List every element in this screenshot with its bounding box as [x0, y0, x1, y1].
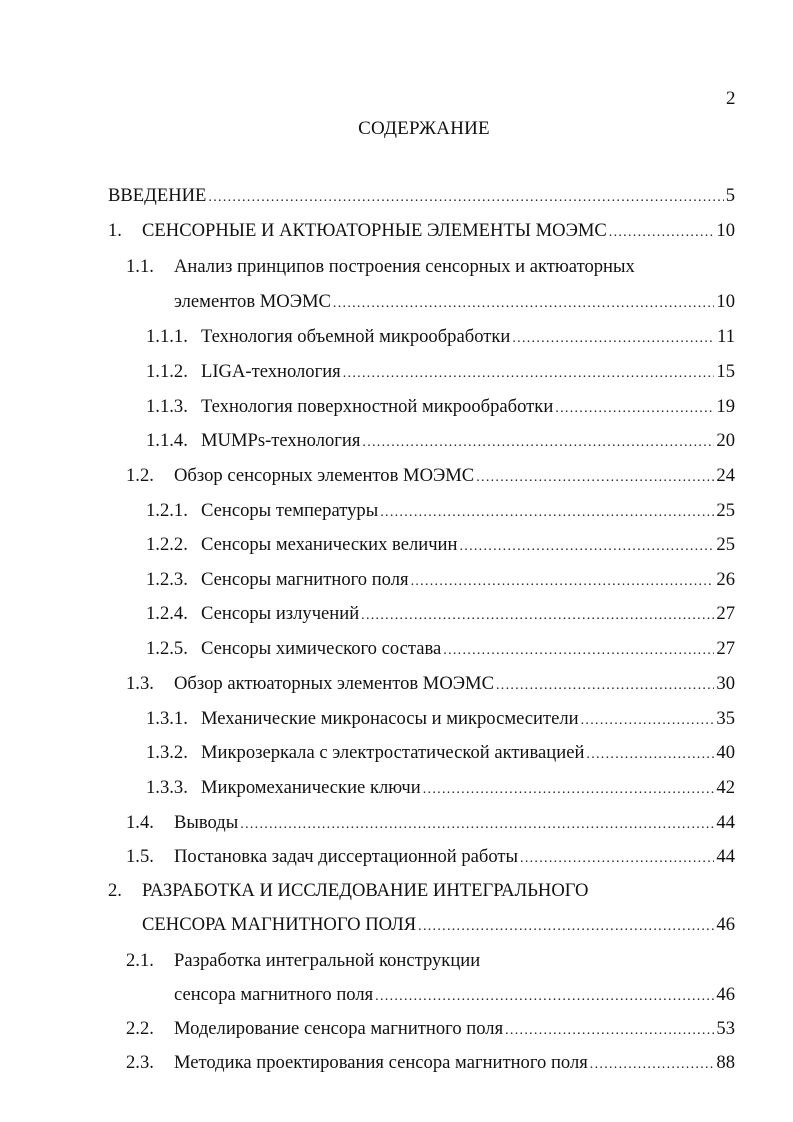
toc-entry-number: 2.	[108, 880, 122, 901]
toc-entry-number: 1.2.5.	[146, 638, 188, 659]
toc-entry-title: Микрозеркала с электростатической активацией	[201, 742, 585, 763]
dot-leader	[418, 916, 714, 938]
toc-entry-page: 11	[717, 326, 735, 347]
toc-entry-number: 1.1.2.	[146, 361, 188, 382]
toc-entry-chapter-2-continued	[142, 914, 735, 938]
toc-entry-section-2-3	[126, 1052, 735, 1076]
toc-entry-section-1-2	[126, 465, 735, 489]
toc-entry-number: 1.3.3.	[146, 777, 188, 798]
toc-entry-chapter-2	[108, 880, 588, 902]
toc-entry-page: 30	[716, 673, 735, 694]
toc-entry-number: 1.1.	[126, 256, 154, 277]
dot-leader	[609, 222, 715, 244]
toc-entry-page: 35	[716, 708, 735, 729]
toc-entry-page: 46	[716, 914, 735, 935]
page-number: 2	[726, 88, 736, 109]
toc-entry-section-2-1	[126, 950, 480, 972]
toc-entry-section-1-1-continued	[174, 291, 735, 315]
toc-entry-title: РАЗРАБОТКА И ИССЛЕДОВАНИЕ ИНТЕГРАЛЬНОГО	[142, 880, 589, 901]
toc-entry-number: 1.2.3.	[146, 569, 188, 590]
toc-entry-number: 1.3.	[126, 673, 154, 694]
toc-entry-number: 1.3.2.	[146, 742, 188, 763]
toc-entry-page: 19	[716, 396, 735, 417]
toc-entry-section-1-3	[126, 673, 735, 697]
toc-entry-subsection	[146, 396, 735, 420]
toc-entry-title: Постановка задач диссертационной работы	[174, 846, 519, 867]
toc-entry-title: MUMPs-технология	[201, 430, 361, 451]
toc-entry-title-continued: сенсора магнитного поля	[174, 984, 374, 1005]
toc-entry-title: Механические микронасосы и микросмесители	[201, 708, 579, 729]
toc-entry-number: 1.2.1.	[146, 500, 188, 521]
toc-entry-section-2-2	[126, 1018, 735, 1042]
toc-entry-title: Сенсоры излучений	[201, 603, 360, 624]
toc-entry-title: Технология объемной микрообработки	[201, 326, 511, 347]
toc-entry-page: 44	[716, 846, 735, 867]
toc-entry-subsection	[146, 708, 735, 732]
dot-leader	[208, 187, 723, 209]
toc-entry-title: Обзор сенсорных элементов МОЭМС	[174, 465, 475, 486]
dot-leader	[411, 571, 715, 593]
toc-entry-section-2-1-continued	[174, 984, 735, 1008]
dot-leader	[380, 502, 714, 524]
toc-entry-title: СЕНСОРНЫЕ И АКТЮАТОРНЫЕ ЭЛЕМЕНТЫ МОЭМС	[142, 220, 607, 241]
toc-entry-number: 1.3.1.	[146, 708, 188, 729]
toc-entry-title: Технология поверхностной микрообработки	[201, 396, 554, 417]
toc-entry-title-continued: СЕНСОРА МАГНИТНОГО ПОЛЯ	[142, 914, 417, 935]
toc-entry-title: Сенсоры механических величин	[201, 534, 458, 555]
toc-entry-page: 24	[716, 465, 735, 486]
toc-entry-section-1-1	[126, 256, 635, 278]
toc-entry-page: 42	[716, 777, 735, 798]
toc-entry-subsection	[146, 603, 735, 627]
toc-entry-page: 10	[716, 291, 735, 312]
toc-entry-number: 2.2.	[126, 1018, 154, 1039]
toc-entry-title: Моделирование сенсора магнитного поля	[174, 1018, 504, 1039]
toc-entry-page: 25	[716, 500, 735, 521]
toc-entry-page: 15	[716, 361, 735, 382]
toc-entry-number: 1.2.	[126, 465, 154, 486]
toc-entry-page: 27	[716, 638, 735, 659]
toc-entry-subsection	[146, 430, 735, 454]
dot-leader	[362, 432, 714, 454]
toc-entry-page: 53	[716, 1018, 735, 1039]
toc-entry-subsection	[146, 638, 735, 662]
toc-entry-number: 1.1.1.	[146, 326, 188, 347]
dot-leader	[581, 710, 715, 732]
dot-leader	[555, 398, 714, 420]
toc-entry-subsection	[146, 326, 735, 350]
toc-entry-number: 1.	[108, 220, 122, 241]
toc-entry-number: 1.4.	[126, 812, 154, 833]
dot-leader	[496, 675, 714, 697]
dot-leader	[512, 328, 715, 350]
toc-entry-title: Разработка интегральной конструкции	[174, 950, 481, 971]
toc-entry-page: 26	[716, 569, 735, 590]
page-title: СОДЕРЖАНИЕ	[358, 118, 490, 139]
toc-entry-title: Выводы	[174, 812, 239, 833]
toc-entry-page: 46	[716, 984, 735, 1005]
toc-entry-page: 88	[716, 1052, 735, 1073]
dot-leader	[505, 1020, 714, 1042]
dot-leader	[423, 779, 715, 801]
toc-entry-page: 25	[716, 534, 735, 555]
dot-leader	[375, 986, 714, 1008]
toc-entry-title: Сенсоры магнитного поля	[201, 569, 409, 590]
toc-entry-title: Сенсоры температуры	[201, 500, 379, 521]
toc-entry-title-continued: элементов МОЭМС	[174, 291, 331, 312]
toc-entry-number: 2.3.	[126, 1052, 154, 1073]
toc-entry-subsection	[146, 361, 735, 385]
dot-leader	[520, 848, 714, 870]
toc-entry-title: LIGA-технология	[201, 361, 341, 382]
dot-leader	[240, 814, 714, 836]
toc-entry-subsection	[146, 534, 735, 558]
dot-leader	[590, 1054, 715, 1076]
toc-entry-number: 1.2.4.	[146, 603, 188, 624]
toc-entry-page: 27	[716, 603, 735, 624]
toc-entry-title: Микромеханические ключи	[201, 777, 421, 798]
toc-entry-number: 2.1.	[126, 950, 154, 971]
dot-leader	[361, 605, 714, 627]
toc-entry-title: Анализ принципов построения сенсорных и актюаторных	[174, 256, 635, 277]
toc-entry-page: 40	[716, 742, 735, 763]
dot-leader	[443, 640, 714, 662]
toc-entry-title: Методика проектирования сенсора магнитного поля	[174, 1052, 588, 1073]
toc-entry-page: 44	[716, 812, 735, 833]
toc-entry-subsection	[146, 569, 735, 593]
toc-entry-section-1-4	[126, 812, 735, 836]
toc-entry-title: Обзор актюаторных элементов МОЭМС	[174, 673, 494, 694]
dot-leader	[333, 293, 714, 315]
toc-entry-number: 1.5.	[126, 846, 154, 867]
dot-leader	[476, 467, 714, 489]
toc-entry-subsection	[146, 777, 735, 801]
dot-leader	[459, 536, 714, 558]
toc-entry-page: 10	[716, 220, 735, 241]
toc-entry-subsection	[146, 500, 735, 524]
toc-entry-page: 20	[716, 430, 735, 451]
toc-entry-chapter-1	[108, 220, 735, 244]
toc-entry-section-1-5	[126, 846, 735, 870]
dot-leader	[343, 363, 715, 385]
toc-entry-introduction	[108, 185, 735, 209]
toc-entry-number: 1.1.3.	[146, 396, 188, 417]
dot-leader	[586, 744, 714, 766]
toc-entry-title: ВВЕДЕНИЕ	[108, 185, 207, 206]
toc-entry-number: 1.1.4.	[146, 430, 188, 451]
toc-entry-page: 5	[725, 185, 735, 206]
toc-entry-number: 1.2.2.	[146, 534, 188, 555]
toc-entry-subsection	[146, 742, 735, 766]
toc-entry-title: Сенсоры химического состава	[201, 638, 442, 659]
